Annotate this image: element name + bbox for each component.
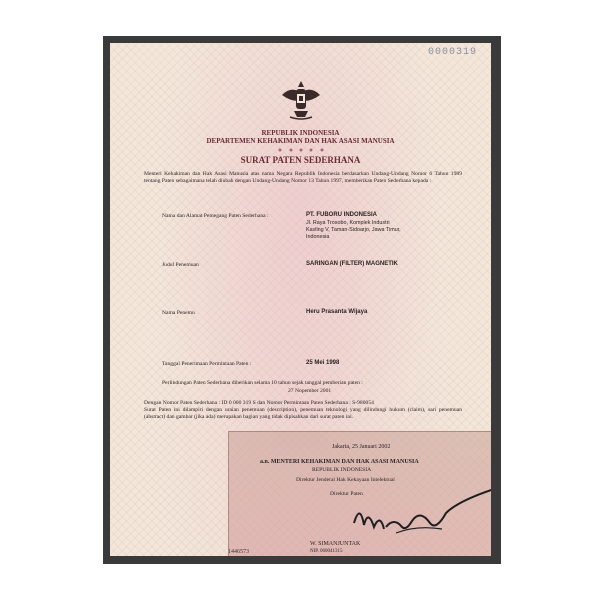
inventor-label: Nama Penemu bbox=[162, 310, 195, 316]
invention-title: SARINGAN (FILTER) MAGNETIK bbox=[306, 261, 398, 267]
holder-address-line: Indonesia bbox=[306, 234, 330, 240]
signer-nip: NIP. 060041315 bbox=[310, 549, 343, 554]
filing-date: 25 Mei 1998 bbox=[306, 360, 340, 366]
protection-text: Perlindungan Paten Sederhana diberikan selama 10 tahun sejak tanggal pemberian paten : bbox=[162, 380, 363, 386]
director-general: Direktur Jenderal Hak Kekayaan Intelektual bbox=[296, 477, 395, 483]
inventor-name: Heru Prasanta Wijaya bbox=[306, 309, 368, 315]
invention-label: Judul Penemuan bbox=[162, 262, 199, 268]
certificate-title: SURAT PATEN SEDERHANA bbox=[240, 155, 361, 165]
closing-paragraph: Surat Paten ini dilampiri dengan uraian penemuan (description), penemuan teknologi yang dilindungi hukum (claim), sari penemuan (abstract) dan gambar (jika ada) merupakan bagian yang tidak dipisahkan dari surat paten ini. bbox=[144, 407, 462, 420]
sign-republic: REPUBLIK INDONESIA bbox=[312, 467, 372, 473]
holder-address-line: Jl. Raya Trosobo, Komplek Industri bbox=[306, 220, 390, 226]
ornament-dots bbox=[274, 147, 328, 153]
filing-date-label: Tanggal Penerimaan Permintaan Paten : bbox=[162, 361, 252, 367]
holder-label: Nama dan Alamat Pemegang Paten Sederhana : bbox=[162, 213, 269, 219]
signer-name: W. SIMANJUNTAK bbox=[310, 541, 361, 547]
protection-date: 27 Nopember 2001 bbox=[288, 388, 332, 394]
handwritten-signature bbox=[346, 483, 491, 543]
place-date: Jakarta, 25 Januari 2002 bbox=[332, 444, 391, 450]
on-behalf-of: a.n. MENTERI KEHAKIMAN DAN HAK ASASI MANUSIA bbox=[260, 459, 419, 465]
director-title: Direktur Paten bbox=[330, 491, 363, 497]
holder-address-line: Kavling V, Taman-Sidoarjo, Jawa Timur, bbox=[306, 227, 401, 233]
serial-number: 0000319 bbox=[427, 47, 477, 58]
patent-certificate bbox=[110, 43, 491, 556]
bottom-mark: 1446573 bbox=[228, 549, 249, 555]
heading-republic: REPUBLIK INDONESIA bbox=[261, 129, 340, 137]
intro-paragraph: Menteri Kehakiman dan Hak Asasi Manusia atas nama Negara Republik Indonesia berdasarkan Undang-Undang Nomor 6 Tahun 1989 tentang Paten sebagaimana telah diubah dengan Undang-Undang Nomor 13 Tahun 1997, memberikan Paten Sederhana kepada : bbox=[144, 171, 462, 184]
patent-numbers: Dengan Nomor Paten Sederhana : ID 0 000 319 S dan Nomor Permintaan Paten Sederhana : S-980054 bbox=[144, 400, 374, 406]
heading-department: DEPARTEMEN KEHAKIMAN DAN HAK ASASI MANUSIA bbox=[206, 137, 395, 145]
holder-name: PT. FUBORU INDONESIA bbox=[306, 212, 378, 218]
garuda-emblem-icon bbox=[278, 77, 324, 123]
